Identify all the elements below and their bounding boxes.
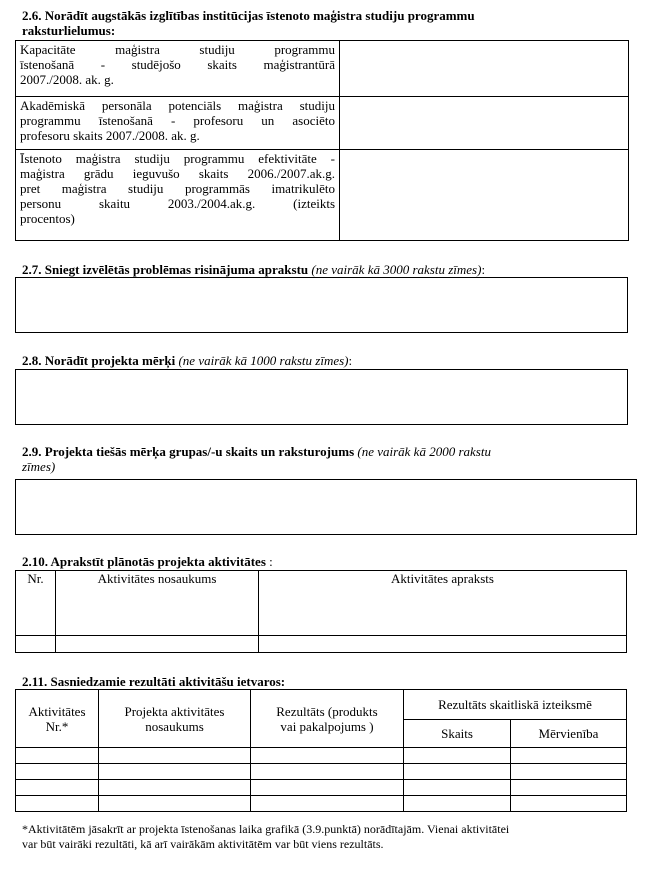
col-name-header: Aktivitātes nosaukums xyxy=(56,571,259,636)
footnote: *Aktivitātēm jāsakrīt ar projekta īstenošanas laika grafikā (3.9.punktā) norādītajām. Vienai aktivitātei var būt vairāki rezultāti, kā arī vairākām aktivitātēm var būt viens rezultāts. xyxy=(22,822,510,851)
table-row xyxy=(16,150,629,241)
label-text: Akadēmiskā personāla potenciāls maģistra studiju programmu īstenošanā - profesoru un asociēto profesoru skaits 2007./2008. ak. g. xyxy=(20,98,335,143)
table-row xyxy=(16,571,627,636)
col-nr-header: Nr. xyxy=(16,571,56,636)
activities-table xyxy=(15,570,627,653)
name-cell[interactable] xyxy=(56,636,259,653)
col-count-header: Skaits xyxy=(404,720,511,748)
value-cell[interactable] xyxy=(340,150,629,241)
table-row xyxy=(16,764,627,780)
value-cell[interactable] xyxy=(340,41,629,97)
col-desc-header: Aktivitātes apraksts xyxy=(259,571,627,636)
target-group-box[interactable] xyxy=(15,479,637,535)
col-activity-name-header: Projekta aktivitātes nosaukums xyxy=(99,690,251,748)
table-row xyxy=(16,41,629,97)
table-row xyxy=(16,97,629,150)
label-cell xyxy=(16,150,340,241)
desc-cell[interactable] xyxy=(259,636,627,653)
section-2-9-heading: 2.9. Projekta tiešās mērķa grupas/-u skaits un raksturojums (ne vairāk kā 2000 rakstu zīmes) xyxy=(22,444,491,474)
section-2-10-heading: 2.10. Aprakstīt plānotās projekta aktivitātes : xyxy=(22,554,273,569)
results-table xyxy=(15,689,627,812)
heading-line-2: raksturlielumus: xyxy=(22,23,116,38)
col-result-header: Rezultāts (produkts vai pakalpojums ) xyxy=(251,690,404,748)
nr-cell[interactable] xyxy=(16,636,56,653)
col-unit-header: Mērvienība xyxy=(511,720,627,748)
table-row xyxy=(16,796,627,812)
label-cell xyxy=(16,41,340,97)
section-2-6-heading xyxy=(22,8,475,38)
label-text: Īstenoto maģistra studiju programmu efektivitāte - maģistra grādu ieguvušo skaits 2006./2007.ak.g. pret maģistra studiju programmās imatrikulēto personu skaitu 2003./2004.ak.g. (izteikts procentos) xyxy=(20,151,335,226)
section-2-7-heading: 2.7. Sniegt izvēlētās problēmas risinājuma aprakstu (ne vairāk kā 3000 rakstu zīmes): xyxy=(22,262,486,277)
characteristics-table xyxy=(15,40,629,241)
section-2-8-heading: 2.8. Norādīt projekta mērķi (ne vairāk kā 1000 rakstu zīmes): xyxy=(22,353,353,368)
value-cell[interactable] xyxy=(340,97,629,150)
project-goal-box[interactable] xyxy=(15,369,628,425)
label-cell xyxy=(16,97,340,150)
heading-line-1: 2.6. Norādīt augstākās izglītības institūcijas īstenoto maģistra studiju programmu xyxy=(22,8,475,23)
label-text: Kapacitāte maģistra studiju programmu īstenošanā - studējošo skaits maģistrantūrā 2007./2008. ak. g. xyxy=(20,42,335,87)
table-row xyxy=(16,780,627,796)
solution-description-box[interactable] xyxy=(15,277,628,333)
col-activity-nr-header: Aktivitātes Nr.* xyxy=(16,690,99,748)
col-quant-header: Rezultāts skaitliskā izteiksmē xyxy=(404,690,627,720)
table-row xyxy=(16,748,627,764)
table-row xyxy=(16,636,627,653)
section-2-11-heading: 2.11. Sasniedzamie rezultāti aktivitāšu ietvaros: xyxy=(22,674,286,689)
table-row xyxy=(16,690,627,720)
